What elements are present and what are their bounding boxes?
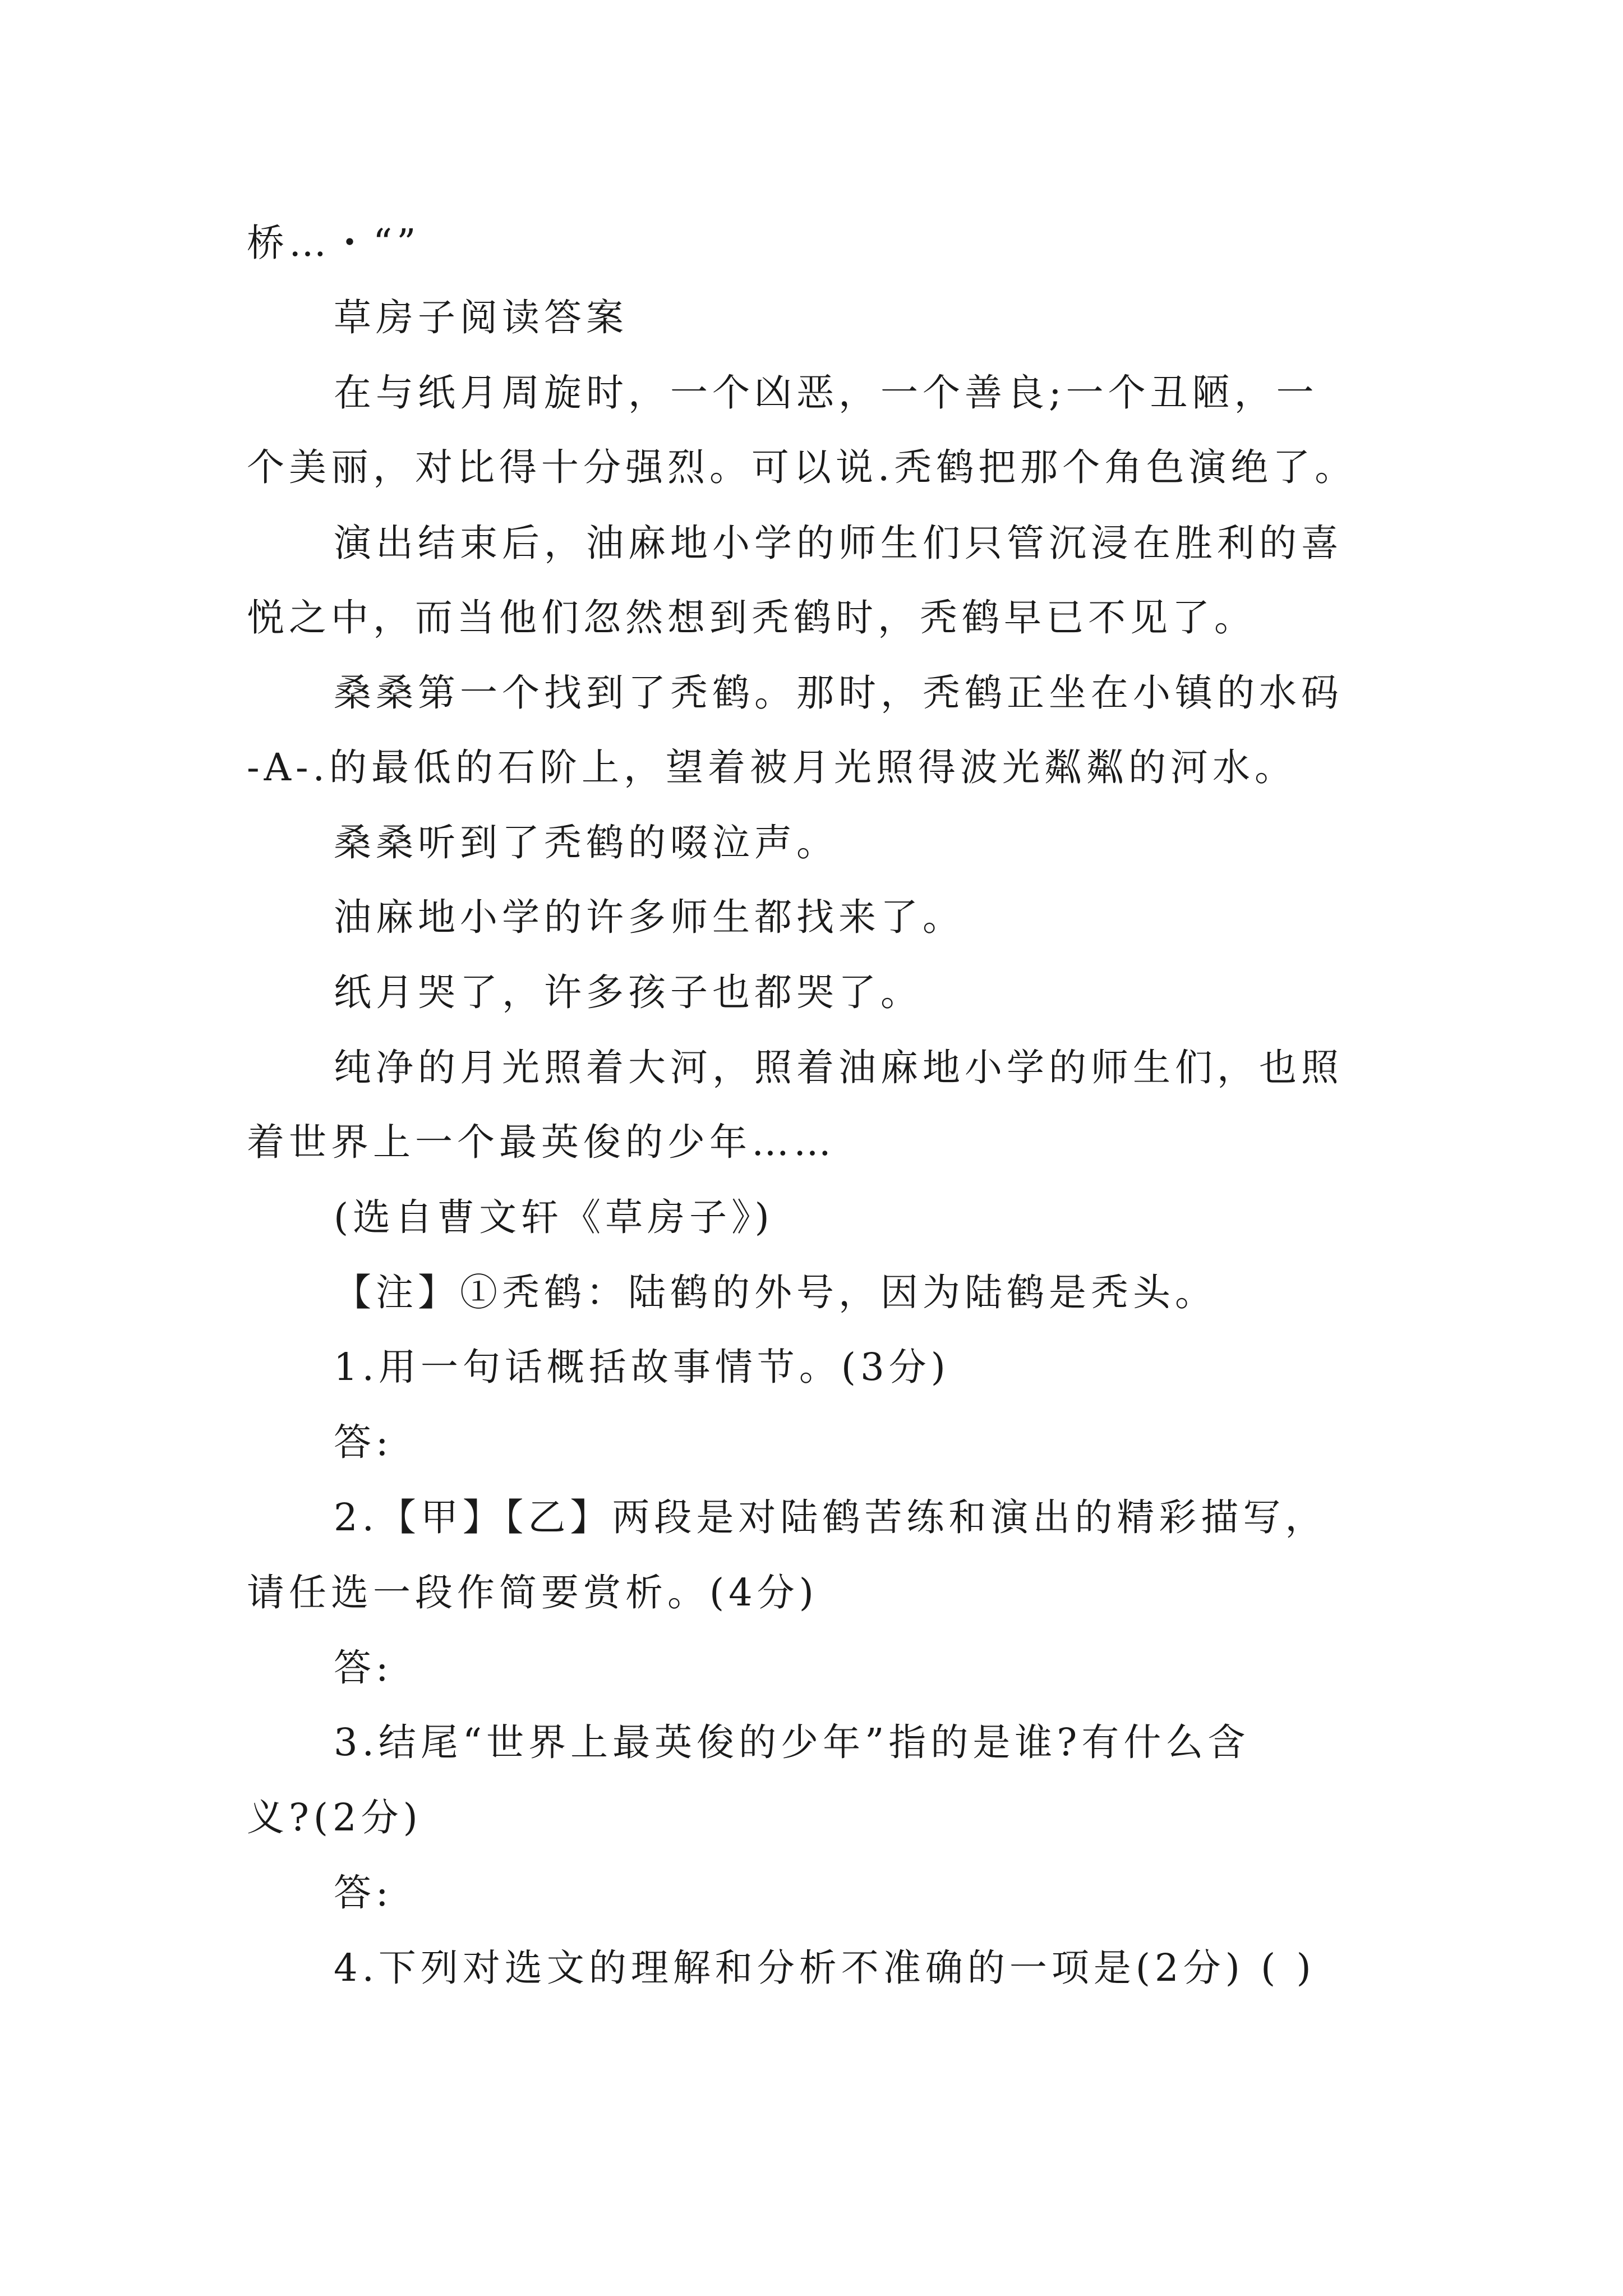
text-line: 请任选一段作简要赏析。(4分): [247, 1571, 818, 1614]
text-line: 纯净的月光照着大河，照着油麻地小学的师生们，也照: [334, 1046, 1343, 1089]
text-line: 义?(2分): [247, 1796, 422, 1839]
text-line: 【注】①秃鹤：陆鹤的外号，因为陆鹤是秃头。: [334, 1271, 1217, 1314]
text-line: 答:: [334, 1871, 393, 1915]
text-line: 油麻地小学的许多师生都找来了。: [334, 895, 965, 939]
text-line: 着世界上一个最英俊的少年……: [247, 1120, 836, 1164]
text-line: 演出结束后，油麻地小学的师生们只管沉浸在胜利的喜: [334, 521, 1343, 565]
text-line: 在与纸月周旋时，一个凶恶，一个善良;一个丑陋，一: [334, 371, 1318, 415]
text-line: 答:: [334, 1646, 393, 1690]
text-line: 4.下列对选文的理解和分析不准确的一项是(2分) ( ): [334, 1946, 1316, 1990]
text-line: (选自曹文轩《草房子》): [334, 1195, 774, 1239]
text-line: 3.结尾“世界上最英俊的少年”指的是谁?有什么含: [334, 1720, 1250, 1764]
text-line: 答:: [334, 1420, 393, 1464]
text-line: 草房子阅读答案: [334, 296, 628, 339]
text-line: 桑桑第一个找到了秃鹤。那时，秃鹤正坐在小镇的水码: [334, 671, 1343, 715]
text-line: 悦之中，而当他们忽然想到秃鹤时，秃鹤早已不见了。: [247, 596, 1256, 639]
text-line: 桑桑听到了秃鹤的啜泣声。: [334, 821, 838, 864]
text-line: 个美丽，对比得十分强烈。可以说.秃鹤把那个角色演绝了。: [247, 445, 1357, 489]
text-line: 2.【甲】【乙】两段是对陆鹤苦练和演出的精彩描写，: [334, 1496, 1327, 1539]
text-line: -A-.的最低的石阶上，望着被月光照得波光粼粼的河水。: [247, 746, 1297, 789]
text-line: 桥…・“”: [247, 221, 421, 265]
text-line: 纸月哭了，许多孩子也都哭了。: [334, 970, 923, 1014]
text-line: 1.用一句话概括故事情节。(3分): [334, 1345, 950, 1389]
